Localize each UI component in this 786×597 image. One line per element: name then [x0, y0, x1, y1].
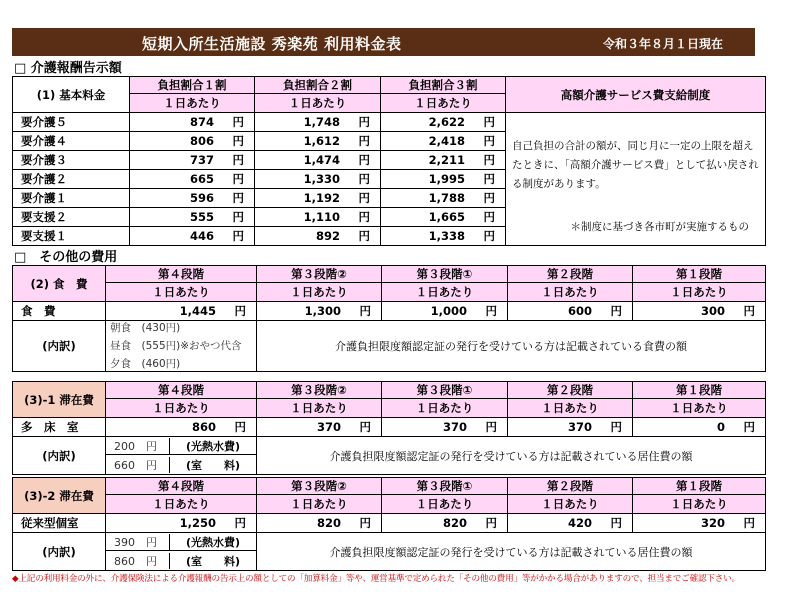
breakdown-item-label: (室 料)	[185, 554, 241, 568]
yen-unit: 円	[232, 172, 244, 186]
stage-header: 第４段階	[106, 266, 257, 283]
yen-unit: 円	[359, 304, 371, 318]
food-remark: 介護負担限度額認定証の発行を受けている方は記載されている食費の額	[257, 321, 766, 372]
amount: 820	[316, 516, 341, 530]
stage-header: 第１段階	[633, 266, 766, 283]
basic-fee-cell	[130, 208, 255, 227]
yen-unit: 円	[483, 153, 495, 167]
yen-unit: 円	[232, 115, 244, 129]
amount: 1,748	[303, 115, 340, 129]
amount: 1,995	[428, 172, 465, 186]
stage-header: 第２段階	[508, 478, 633, 495]
yen-unit: 円	[232, 229, 244, 243]
basic-fee-cell	[130, 227, 255, 246]
unit-label: １日あたり	[130, 94, 255, 113]
amount: 1,192	[303, 191, 340, 205]
basic-fee-cell	[255, 132, 381, 151]
unit-label: １日あたり	[257, 283, 382, 302]
basic-fee-cell	[381, 189, 506, 208]
yen-unit: 円	[358, 191, 370, 205]
yen-unit: 円	[232, 210, 244, 224]
unit-label: １日あたり	[508, 399, 633, 418]
unit-label: １日あたり	[257, 399, 382, 418]
breakdown-pairs	[106, 533, 257, 571]
yen-unit: 円	[358, 229, 370, 243]
amount: 1,300	[304, 304, 341, 318]
yen-unit: 円	[359, 420, 371, 434]
food-fee-table	[12, 265, 766, 372]
amount: 820	[442, 516, 467, 530]
amount: 1,445	[179, 304, 216, 318]
amount: 874	[189, 115, 214, 129]
amount: 446	[189, 229, 214, 243]
amount: 370	[442, 420, 467, 434]
side-title: 高額介護サービス費支給制度	[506, 77, 766, 113]
yen-unit: 円	[358, 153, 370, 167]
amount: 1,788	[428, 191, 465, 205]
yen-unit: 円	[358, 210, 370, 224]
amount: 2,211	[428, 153, 465, 167]
food-fee-cell	[106, 302, 257, 321]
stay-fee-table-2	[12, 477, 766, 571]
stage-header: 第４段階	[106, 478, 257, 495]
unit-label: １日あたり	[382, 495, 508, 514]
food-fee-cell	[633, 302, 766, 321]
unit-label: １日あたり	[257, 495, 382, 514]
stay1-row-label: 多 床 室	[13, 418, 106, 437]
amount: 1,250	[179, 516, 216, 530]
breakdown-item: 昼食 (555円)※おやつ代含	[110, 340, 242, 352]
breakdown-label: (内訳)	[13, 533, 106, 571]
yen-unit: 円	[483, 210, 495, 224]
basic-fee-cell	[130, 151, 255, 170]
stage-header: 第３段階②	[257, 266, 382, 283]
stage-header: 第３段階②	[257, 382, 382, 399]
yen-unit: 円	[234, 304, 246, 318]
basic-fee-cell	[130, 189, 255, 208]
breakdown-amount: 860 円	[106, 553, 170, 569]
basic-fee-cell	[255, 113, 381, 132]
unit-label: １日あたり	[106, 283, 257, 302]
basic-fee-cell	[255, 189, 381, 208]
breakdown-item: 朝食 (430円)	[110, 322, 181, 334]
unit-label: １日あたり	[255, 94, 381, 113]
yen-unit: 円	[358, 134, 370, 148]
amount: 806	[189, 134, 214, 148]
side-note-box	[506, 113, 766, 246]
yen-unit: 円	[358, 172, 370, 186]
yen-unit: 円	[483, 134, 495, 148]
basic-fee-cell	[381, 170, 506, 189]
amount: 1,110	[303, 210, 340, 224]
amount: 2,622	[428, 115, 465, 129]
yen-unit: 円	[483, 172, 495, 186]
unit-label: １日あたり	[508, 495, 633, 514]
breakdown-item: 夕食 (460円)	[110, 358, 181, 370]
amount: 1,612	[303, 134, 340, 148]
yen-unit: 円	[743, 516, 755, 530]
stay1-fee-cell	[106, 418, 257, 437]
care-level-label: 要介護１	[13, 189, 130, 208]
yen-unit: 円	[232, 134, 244, 148]
footer-note: ◆上記の利用料金の外に、介護保険法による介護報酬の告示上の額としての「加算料金」等や、運営基準で定められた「その他の費用」等がかかる場合がありますので、担当までご確認下さい。	[12, 574, 740, 584]
basic-fee-cell	[381, 227, 506, 246]
page-title: 短期入所生活施設 秀楽苑 利用料金表	[142, 35, 402, 53]
amount: 1,338	[428, 229, 465, 243]
basic-fee-cell	[381, 151, 506, 170]
amount: 596	[189, 191, 214, 205]
care-level-label: 要支援２	[13, 208, 130, 227]
stay2-fee-cell	[106, 514, 257, 533]
breakdown-amount: 660 円	[106, 457, 170, 473]
amount: 737	[189, 153, 214, 167]
stay2-fee-cell	[508, 514, 633, 533]
care-level-label: 要介護４	[13, 132, 130, 151]
breakdown-item-label: (光熱水費)	[170, 438, 256, 455]
yen-unit: 円	[483, 115, 495, 129]
stage-header: 第３段階①	[382, 266, 508, 283]
stage-header: 第２段階	[508, 266, 633, 283]
unit-label: １日あたり	[106, 495, 257, 514]
breakdown-pairs	[106, 437, 257, 475]
breakdown-amount: 390 円	[106, 534, 170, 551]
stay-fee-table-1	[12, 381, 766, 475]
amount: 1,000	[430, 304, 467, 318]
stay1-section-label: (3)-1 滞在費	[13, 382, 106, 418]
stage-header: 第４段階	[106, 382, 257, 399]
stay1-fee-cell	[257, 418, 382, 437]
yen-unit: 円	[743, 420, 755, 434]
unit-label: １日あたり	[633, 495, 766, 514]
basic-fee-cell	[381, 208, 506, 227]
stage-header: 第２段階	[508, 382, 633, 399]
care-level-label: 要介護２	[13, 170, 130, 189]
stage-header: 第１段階	[633, 382, 766, 399]
basic-fee-cell	[381, 132, 506, 151]
side-footnote: ＊制度に基づき各市町が実施するもの	[570, 221, 749, 233]
yen-unit: 円	[234, 516, 246, 530]
stay1-remark: 介護負担限度額認定証の発行を受けている方は記載されている居住費の額	[257, 437, 766, 475]
care-level-label: 要介護５	[13, 113, 130, 132]
breakdown-item-label: (室 料)	[185, 458, 241, 472]
basic-fee-cell	[255, 208, 381, 227]
stay2-fee-cell	[257, 514, 382, 533]
yen-unit: 円	[485, 516, 497, 530]
col-header-3wari: 負担割合３割	[381, 77, 506, 94]
breakdown-item-label: (光熱水費)	[170, 534, 256, 551]
yen-unit: 円	[610, 516, 622, 530]
section2-heading: □ その他の費用	[14, 250, 118, 265]
section1-heading: □ 介護報酬告示額	[14, 61, 122, 76]
yen-unit: 円	[485, 420, 497, 434]
stay1-fee-cell	[508, 418, 633, 437]
col-header-1wari: 負担割合１割	[130, 77, 255, 94]
yen-unit: 円	[743, 304, 755, 318]
yen-unit: 円	[232, 191, 244, 205]
amount: 892	[315, 229, 340, 243]
breakdown-list	[106, 321, 257, 372]
yen-unit: 円	[359, 516, 371, 530]
col-header-2wari: 負担割合２割	[255, 77, 381, 94]
amount: 1,330	[303, 172, 340, 186]
amount: 600	[567, 304, 592, 318]
yen-unit: 円	[610, 304, 622, 318]
yen-unit: 円	[610, 420, 622, 434]
amount: 555	[189, 210, 214, 224]
yen-unit: 円	[483, 229, 495, 243]
amount: 1,474	[303, 153, 340, 167]
yen-unit: 円	[485, 304, 497, 318]
stage-header: 第３段階②	[257, 478, 382, 495]
stay2-remark: 介護負担限度額認定証の発行を受けている方は記載されている居住費の額	[257, 533, 766, 571]
stage-header: 第３段階①	[382, 478, 508, 495]
amount: 320	[700, 516, 725, 530]
effective-date: 令和３年８月１日現在	[602, 37, 723, 51]
basic-fee-cell	[255, 151, 381, 170]
basic-fee-cell	[255, 227, 381, 246]
basic-fee-label: (1) 基本料金	[13, 77, 130, 113]
food-fee-cell	[508, 302, 633, 321]
amount: 860	[191, 420, 216, 434]
breakdown-label: (内訳)	[13, 321, 106, 372]
amount: 0	[716, 420, 725, 434]
breakdown-amount: 200 円	[106, 438, 170, 455]
unit-label: １日あたり	[382, 283, 508, 302]
yen-unit: 円	[234, 420, 246, 434]
stay2-section-label: (3)-2 滞在費	[13, 478, 106, 514]
unit-label: １日あたり	[382, 399, 508, 418]
amount: 420	[567, 516, 592, 530]
amount: 370	[316, 420, 341, 434]
amount: 1,665	[428, 210, 465, 224]
stay2-fee-cell	[382, 514, 508, 533]
yen-unit: 円	[232, 153, 244, 167]
stay2-fee-cell	[633, 514, 766, 533]
amount: 665	[189, 172, 214, 186]
basic-fee-cell	[255, 170, 381, 189]
basic-fee-cell	[130, 132, 255, 151]
unit-label: １日あたり	[106, 399, 257, 418]
food-section-label: (2) 食 費	[13, 266, 106, 302]
stay1-fee-cell	[382, 418, 508, 437]
unit-label: １日あたり	[381, 94, 506, 113]
yen-unit: 円	[483, 191, 495, 205]
amount: 370	[567, 420, 592, 434]
food-fee-cell	[382, 302, 508, 321]
stage-header: 第３段階①	[382, 382, 508, 399]
food-fee-cell	[257, 302, 382, 321]
care-level-label: 要支援１	[13, 227, 130, 246]
side-text: 自己負担の合計の額が、同じ月に一定の上限を超えたときに、「高額介護サービス費」として払い戻される制度があります。	[512, 140, 759, 190]
breakdown-label: (内訳)	[13, 437, 106, 475]
title-bar	[12, 28, 755, 56]
unit-label: １日あたり	[633, 283, 766, 302]
basic-fee-cell	[130, 113, 255, 132]
yen-unit: 円	[358, 115, 370, 129]
stage-header: 第１段階	[633, 478, 766, 495]
amount: 2,418	[428, 134, 465, 148]
unit-label: １日あたり	[633, 399, 766, 418]
stay1-fee-cell	[633, 418, 766, 437]
unit-label: １日あたり	[508, 283, 633, 302]
basic-fee-table	[12, 76, 766, 246]
basic-fee-cell	[381, 113, 506, 132]
food-row-label: 食 費	[13, 302, 106, 321]
amount: 300	[700, 304, 725, 318]
care-level-label: 要介護３	[13, 151, 130, 170]
basic-fee-cell	[130, 170, 255, 189]
stay2-row-label: 従来型個室	[13, 514, 106, 533]
